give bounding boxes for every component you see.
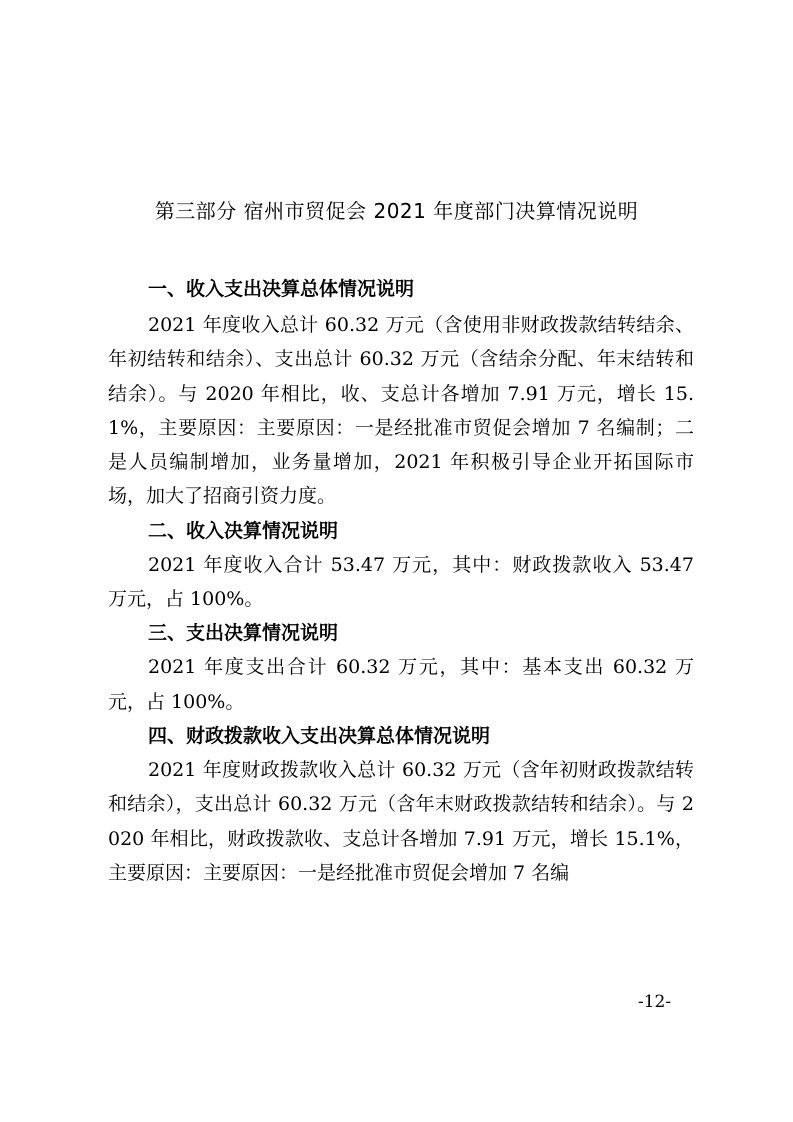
document-body xyxy=(108,272,694,890)
section-heading: 三、支出决算情况说明 xyxy=(148,622,339,645)
section-expense xyxy=(108,616,694,719)
section-income-expense-overview xyxy=(108,272,694,514)
page-number: -12- xyxy=(638,992,672,1012)
section-paragraph: 2021 年度收入合计 53.47 万元，其中：财政拨款收入 53.47 万元，占 100%。 xyxy=(108,553,694,611)
section-paragraph: 2021 年度支出合计 60.32 万元，其中：基本支出 60.32 万元，占 100%。 xyxy=(108,656,694,713)
section-paragraph: 2021 年度财政拨款收入总计 60.32 万元（含年初财政拨款结转和结余），支出总计 60.32 万元（含年末财政拨款结转和结余）。与 2020 年相比，财政拨款收、支总计各增加 7.91 万元，增长 15.1%，主要原因：主要原因：一是经批准市贸促会增加 7 名编 xyxy=(108,758,694,884)
section-heading: 二、收入决算情况说明 xyxy=(148,519,339,542)
document-title: 第三部分 宿州市贸促会 2021 年度部门决算情况说明 xyxy=(154,199,639,223)
section-heading: 四、财政拨款收入支出决算总体情况说明 xyxy=(148,724,491,747)
section-heading: 一、收入支出决算总体情况说明 xyxy=(148,278,415,300)
section-fiscal-appropriation xyxy=(108,719,694,890)
section-paragraph: 2021 年度收入总计 60.32 万元（含使用非财政拨款结转结余、年初结转和结余）、支出总计 60.32 万元（含结余分配、年末结转和结余）。与 2020 年相比，收、支总计各增加 7.91 万元，增长 15.1%，主要原因：主要原因：一是经批准市贸促会增加 7 名编制；二是人员编制增加，业务量增加，2021 年积极引导企业开拓国际市场，加大了招商引资力度。 xyxy=(108,314,694,508)
section-income xyxy=(108,514,694,617)
